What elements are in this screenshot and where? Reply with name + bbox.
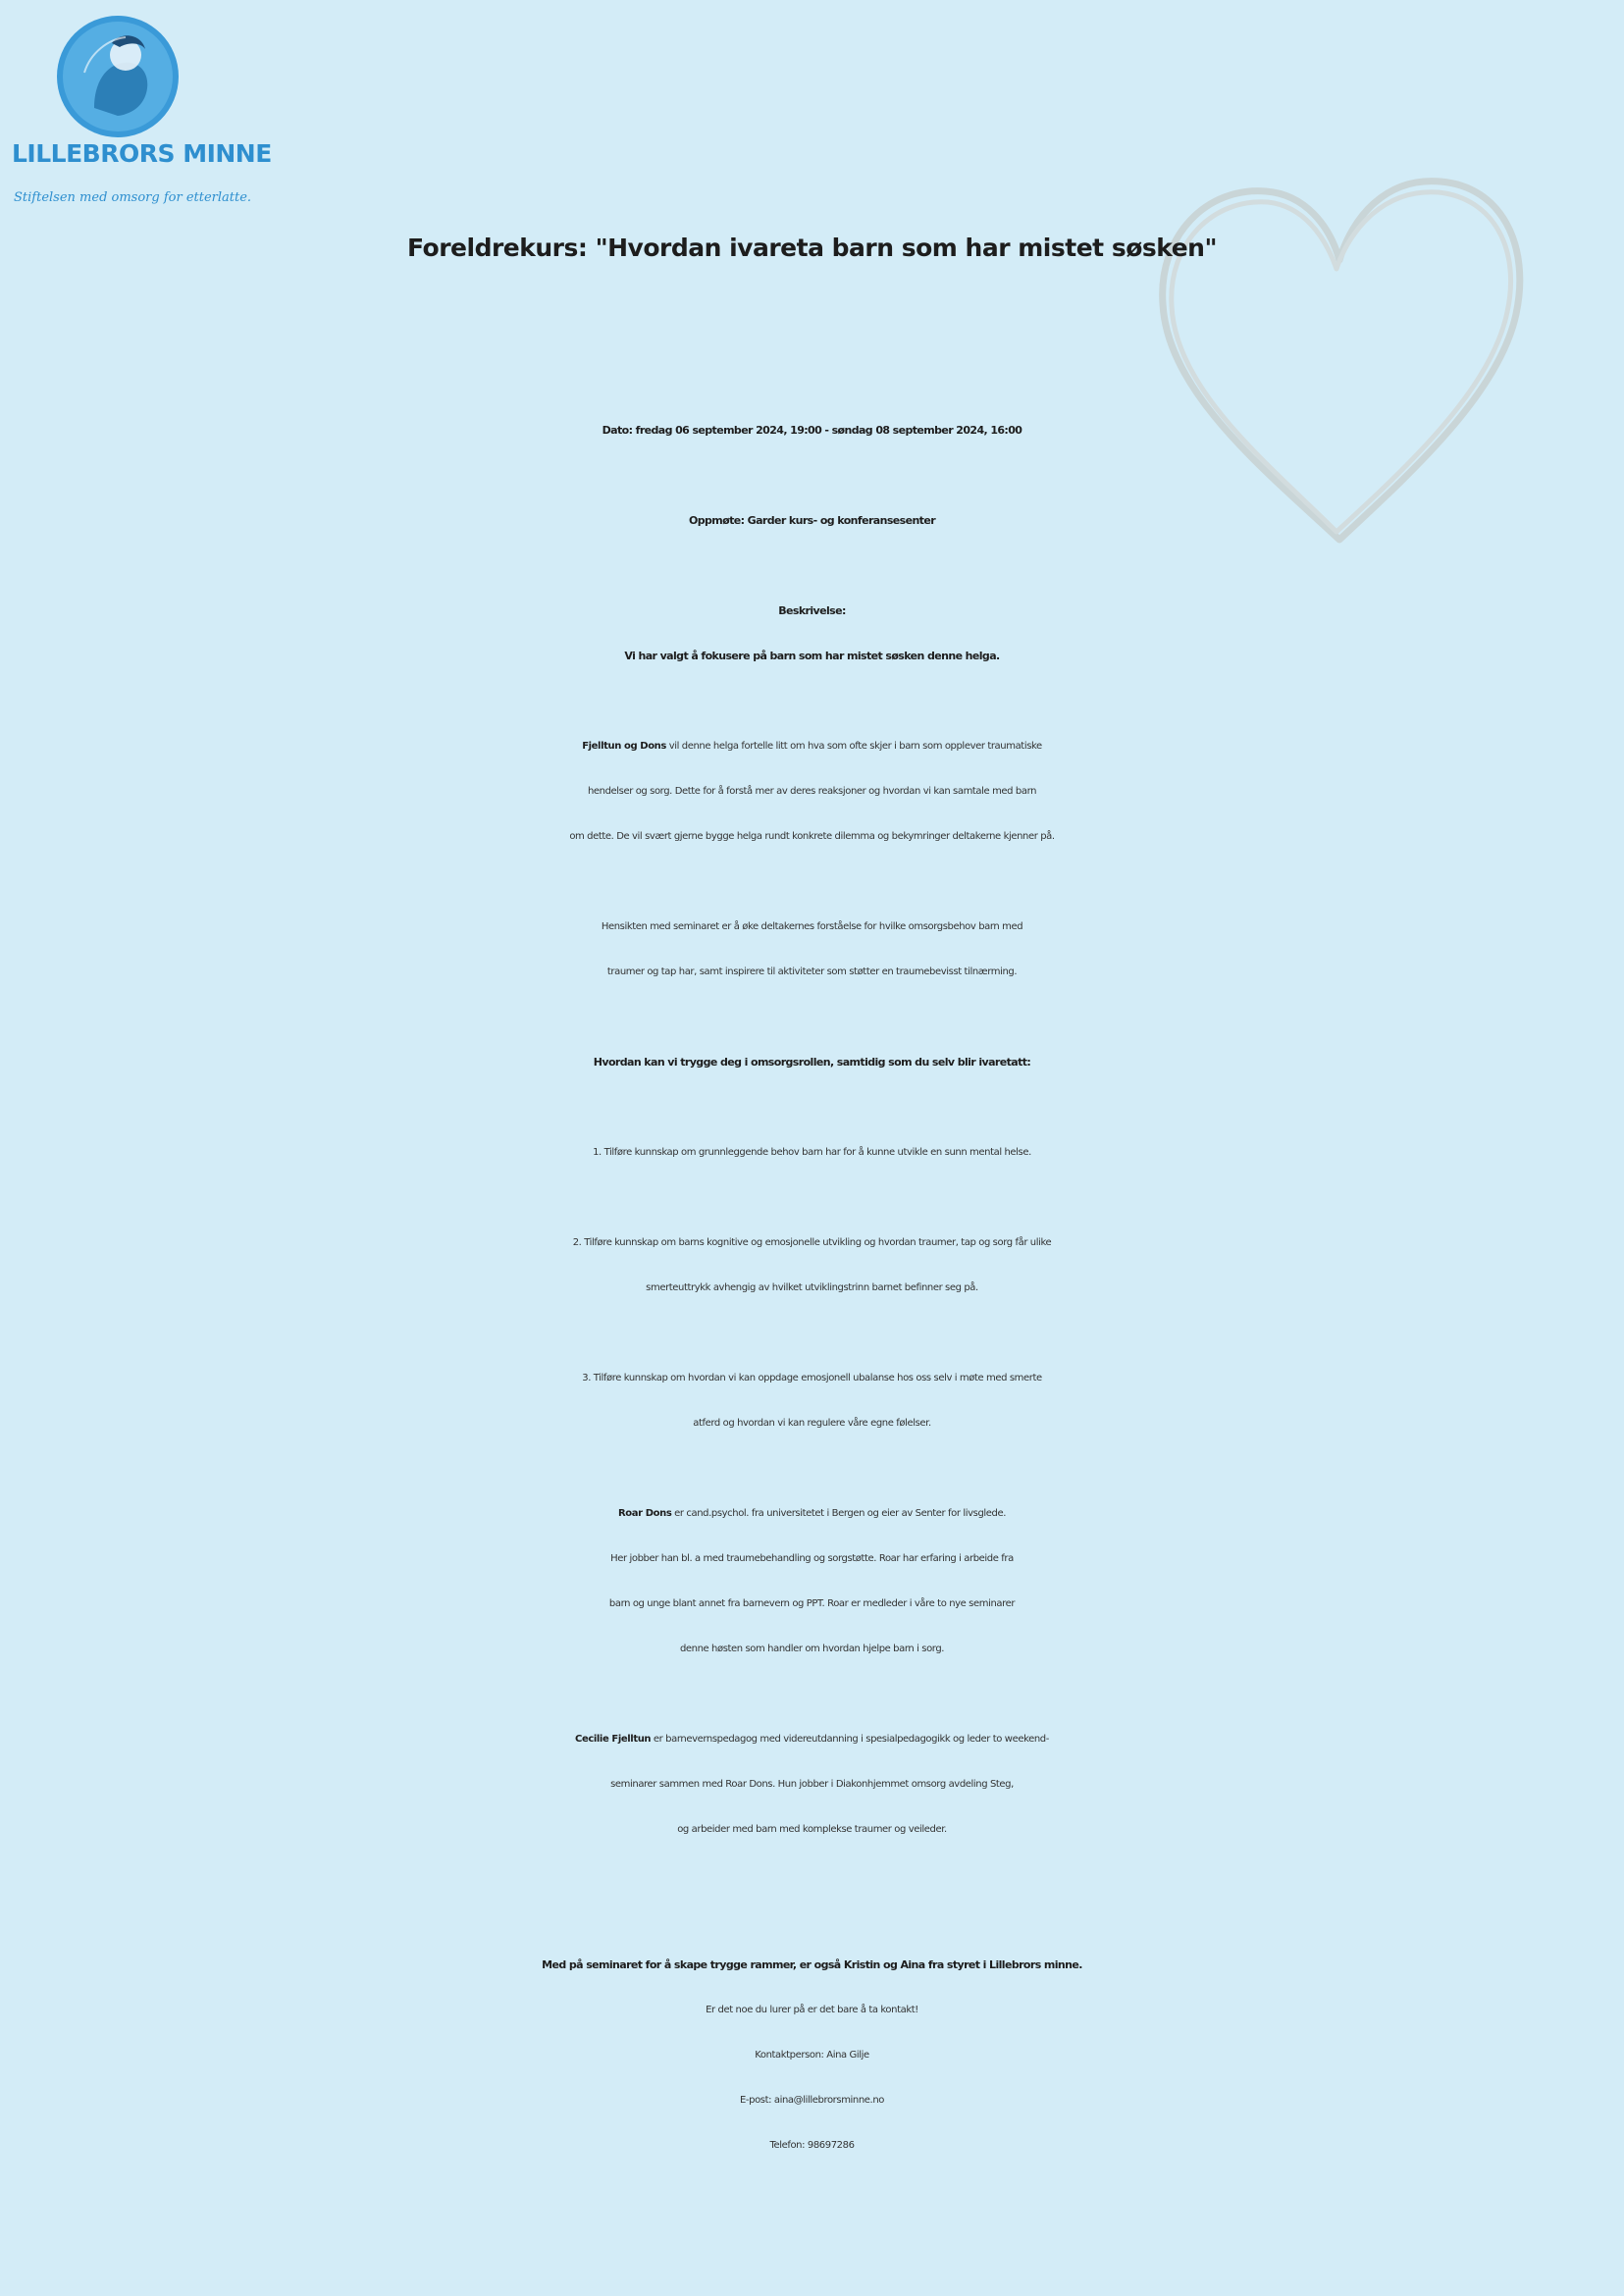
logo-name: LILLEBRORS MINNE xyxy=(12,139,272,168)
purpose-line-2: traumer og tap har, samt inspirere til aktiviteter som støtter en traumebevisst tilnærming. xyxy=(606,966,1018,977)
intro-line-1-text: vil denne helga fortelle litt om hva som ofte skjer i barn som opplever traumatiske xyxy=(665,741,1042,752)
cecilie-line-1 xyxy=(0,1717,1624,1762)
page-title: Foreldrekurs: "Hvordan ivareta barn som har mistet søsken" xyxy=(406,234,1217,262)
cecilie-name: Cecilie Fjelltun xyxy=(575,1734,652,1745)
goal-2-line-2: smerteuttrykk avhengig av hvilket utviklingstrinn barnet befinner seg på. xyxy=(646,1282,978,1293)
intro-line-1 xyxy=(0,724,1624,769)
intro-lead-name: Fjelltun og Dons xyxy=(582,741,666,752)
contact-prompt: Er det noe du lurer på er det bare å ta kontakt! xyxy=(706,2005,918,2015)
roar-line-2: Her jobber han bl. a med traumebehandling og sorgstøtte. Roar har erfaring i arbeide fra xyxy=(610,1553,1014,1564)
goal-1: 1. Tilføre kunnskap om grunnleggende behov barn har for å kunne utvikle en sunn mental helse. xyxy=(593,1147,1031,1158)
contact-phone: Telefon: 98697286 xyxy=(769,2140,855,2151)
intro-line-3: om dette. De vil svært gjerne bygge helga rundt konkrete dilemma og bekymringer deltakerne kjenner på. xyxy=(569,831,1055,842)
description-subheading: Vi har valgt å fokusere på barn som har mistet søsken denne helga. xyxy=(624,650,1000,662)
roar-line-1-text: er cand.psychol. fra universitetet i Bergen og eier av Senter for livsglede. xyxy=(671,1508,1006,1519)
venue-line: Oppmøte: Garder kurs- og konferansesenter xyxy=(688,514,936,527)
roar-line-3: barn og unge blant annet fra barnevern og PPT. Roar er medleder i våre to nye seminarer xyxy=(608,1598,1016,1609)
contact-email: E-post: aina@lillebrorsminne.no xyxy=(740,2095,884,2106)
cecilie-line-2: seminarer sammen med Roar Dons. Hun jobber i Diakonhjemmet omsorg avdeling Steg, xyxy=(610,1779,1014,1790)
logo-emblem-icon xyxy=(55,14,181,139)
goal-3-line-1: 3. Tilføre kunnskap om hvordan vi kan oppdage emosjonell ubalanse hos oss selv i møte med smerte xyxy=(582,1373,1042,1383)
date-line: Dato: fredag 06 september 2024, 19:00 - søndag 08 september 2024, 16:00 xyxy=(602,424,1022,437)
description-heading: Beskrivelse: xyxy=(778,604,846,617)
goals-heading: Hvordan kan vi trygge deg i omsorgsrollen, samtidig som du selv blir ivaretatt: xyxy=(593,1056,1031,1069)
contact-person: Kontaktperson: Aina Gilje xyxy=(755,2050,869,2061)
roar-line-1 xyxy=(0,1491,1624,1537)
goal-3-line-2: atferd og hvordan vi kan regulere våre egne følelser. xyxy=(693,1418,931,1429)
intro-line-2: hendelser og sorg. Dette for å forstå mer av deres reaksjoner og hvordan vi kan samtale med barn xyxy=(587,786,1037,797)
cecilie-line-3: og arbeider med barn med komplekse traumer og veileder. xyxy=(677,1824,947,1835)
footer-highlight: Med på seminaret for å skape trygge rammer, er også Kristin og Aina fra styret i Lillebrors minne. xyxy=(542,1958,1082,1971)
cecilie-line-1-text: er barnevernspedagog med videreutdanning i spesialpedagogikk og leder to weekend- xyxy=(651,1734,1049,1745)
roar-line-4: denne høsten som handler om hvordan hjelpe barn i sorg. xyxy=(679,1644,945,1654)
roar-name: Roar Dons xyxy=(618,1508,672,1519)
body-content xyxy=(0,408,1624,2168)
purpose-line-1: Hensikten med seminaret er å øke deltakernes forståelse for hvilke omsorgsbehov barn med xyxy=(601,921,1023,932)
logo-tagline: Stiftelsen med omsorg for etterlatte. xyxy=(14,190,252,205)
goal-2-line-1: 2. Tilføre kunnskap om barns kognitive og emosjonelle utvikling og hvordan traumer, tap og sorg får ulike xyxy=(572,1237,1052,1248)
